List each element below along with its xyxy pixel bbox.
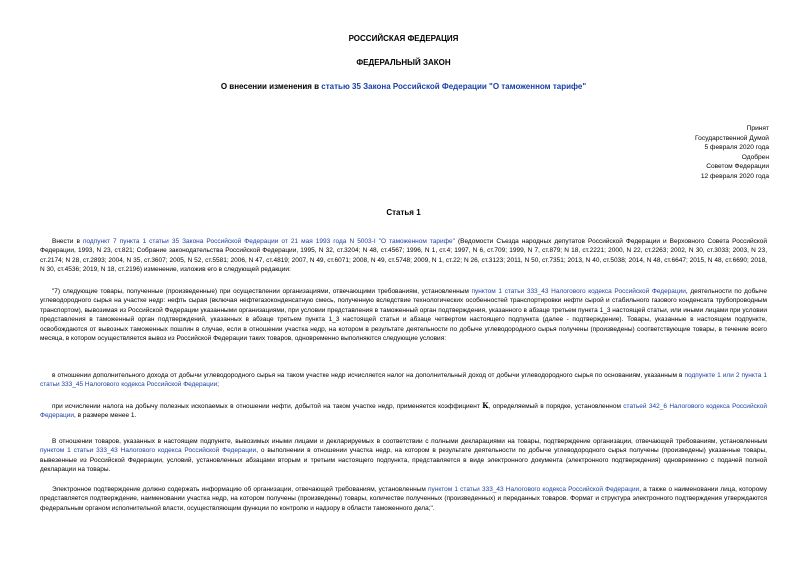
law-title-prefix: О внесении изменения в [220, 82, 322, 91]
paragraph-text: Электронное подтверждение должно содержать информацию об организации, отвечающей требованиям, установленным [52, 486, 428, 493]
adoption-line: Государственной Думой [695, 134, 769, 142]
adoption-line: Советом Федерации [706, 163, 769, 171]
paragraph-text: , а также о наименовании лица, которому представляется подтверждение, наименовании участка недр, на котором получены (произведены) товары, количестве полученных (произведенных) и переданных товаров. Формат и структура электронного подтверждения утверждаются федеральным органом исполнительной власти, осуществляющим функции по контролю и надзору в области таможенного дела;". [40, 486, 767, 512]
paragraph-1 [40, 237, 767, 275]
paragraph-2 [40, 287, 767, 343]
adoption-line: Принят [746, 125, 769, 132]
paragraph-text: Внести в [52, 238, 83, 245]
paragraph-text: (Ведомости Съезда народных депутатов Российской Федерации и Верховного Совета Российской Федерации, 1993, N 23, ст.821; Собрание законодательства Российской Федерации, 1995, N 32, ст.3204; N 48, ст.4567; 1996, N 1, ст.4; 1997, N 6, ст.709; 1999, N 7, ст.879; N 18, ст.2221; 2000, N 22, ст.2263; 2002, N 30, ст.3033; 2003, N 23, ст.2174; N 28, ст.2893; 2004, N 35, ст.3607; 2005, N 52, ст.5581; 2006, N 47, ст.4819; 2007, N 49, ст.6071; 2008, N 49, ст.5748; 2009, N 1, ст.22; N 26, ст.3123; 2011, N 50, ст.7351; 2013, N 40, ст.5038; 2014, N 48, ст.6647; 2015, N 48, ст.6690; 2018, N 30, ст.4536; 2019, N 18, ст.2196) изменение, изложив его в следующей редакции: [40, 238, 767, 274]
paragraph-3 [40, 371, 767, 390]
article-heading: Статья 1 [386, 208, 421, 217]
paragraph-text: в отношении дополнительного дохода от добычи углеводородного сырья на таком участке недр исчисляется налог на дополнительный доход от добычи углеводородного сырья по основаниям, указанным в [52, 372, 685, 379]
paragraph-4 [40, 401, 767, 421]
paragraph-5 [40, 437, 767, 475]
adoption-line: 5 февраля 2020 года [704, 144, 769, 152]
tax-code-link[interactable]: пунктом 1 статьи 333_43 Налогового кодекса Российской Федерации [40, 447, 257, 455]
paragraph-text: В отношении товаров, указанных в настоящем подпункте, вывозимых иными лицами и декларируемых в соответствии с полными декларациями на товары, подтверждение организации, отвечающей требованиям, установленным [52, 438, 767, 445]
paragraph-text: , о выполнении в отношении участка недр, на котором в результате деятельности по добыче углеводородного сырья получены (произведены) указанные товары, вывезенные из Российской Федерации, условий, установленных абзацами вторым и третьим настоящего подпункта, представляется в виде электронного документа (электронного подтверждения) одновременно с подачей полной декларации на товары. [40, 447, 767, 474]
adoption-line: Одобрен [741, 153, 769, 161]
paragraph-text: "7) следующие товары, полученные (произведенные) при осуществлении организациями, отвечающими требованиям, установленным [52, 288, 472, 295]
law-type-heading: ФЕДЕРАЛЬНЫЙ ЗАКОН [356, 58, 451, 67]
paragraph-text: ; [217, 381, 220, 389]
adoption-info [569, 124, 769, 182]
adoption-line: 12 февраля 2020 года [700, 172, 769, 180]
paragraph-text: , деятельности по добыче углеводородного сырья на участке недр: нефть сырая (включая нефтегазоконденсатную смесь, полученную вследствие технологических особенностей транспортировки нефти сырой и стабильного газового конденсата трубопроводным транспортом), вывозимая из Российской Федерации указанными организациями, при условии представления в таможенный орган подтверждения, указанного в абзаце третьем пункта 1_3 настоящей статьи, или иными лицами при условии представления в таможенный орган подтверждений, указанных в абзаце третьем пункта 1_3 настоящей статьи и абзаце четвертом настоящего подпункта (далее - подтверждение). Товары, указанные в настоящем подпункте, освобождаются от вывозных таможенных пошлин в случае, если в отношении участка недр, на котором в результате деятельности по добыче углеводородного сырья получены (произведены) соответствующие товары, в течение всего месяца, в котором осуществляется вывоз из Российской Федерации таких товаров, одновременно выполняются следующие условия: [40, 288, 767, 343]
paragraph-6 [40, 485, 767, 513]
tax-code-link[interactable]: подпункте 1 или 2 пункта 1 статьи 333_45 Налогового кодекса Российской Федерации [40, 372, 767, 389]
tax-code-link[interactable]: пунктом 1 статьи 333_43 Налогового кодекса Российской Федерации [427, 486, 640, 493]
paragraph-text: при исчислении налога на добычу полезных ископаемых в отношении нефти, добытой на таком участке недр, применяется коэффициент [52, 403, 483, 410]
law-title-link[interactable]: статью 35 Закона Российской Федерации "О таможенном тарифе" [321, 82, 587, 91]
coefficient-symbol: К [482, 401, 489, 410]
tax-code-link[interactable]: статьей 342_6 Налогового кодекса Российской Федерации [40, 403, 767, 420]
law-reference-link[interactable]: подпункт 7 пункта 1 статьи 35 Закона Российской Федерации от 21 мая 1993 года N 5003-I "О таможенном тарифе" [82, 238, 455, 245]
paragraph-text: , в размере менее 1. [74, 412, 137, 420]
tax-code-link[interactable]: пунктом 1 статьи 333_43 Налогового кодекса Российской Федерации [471, 288, 686, 295]
paragraph-text: , определяемый в порядке, установленном [488, 403, 624, 410]
federation-heading: РОССИЙСКАЯ ФЕДЕРАЦИЯ [348, 34, 459, 43]
law-title [0, 82, 807, 91]
